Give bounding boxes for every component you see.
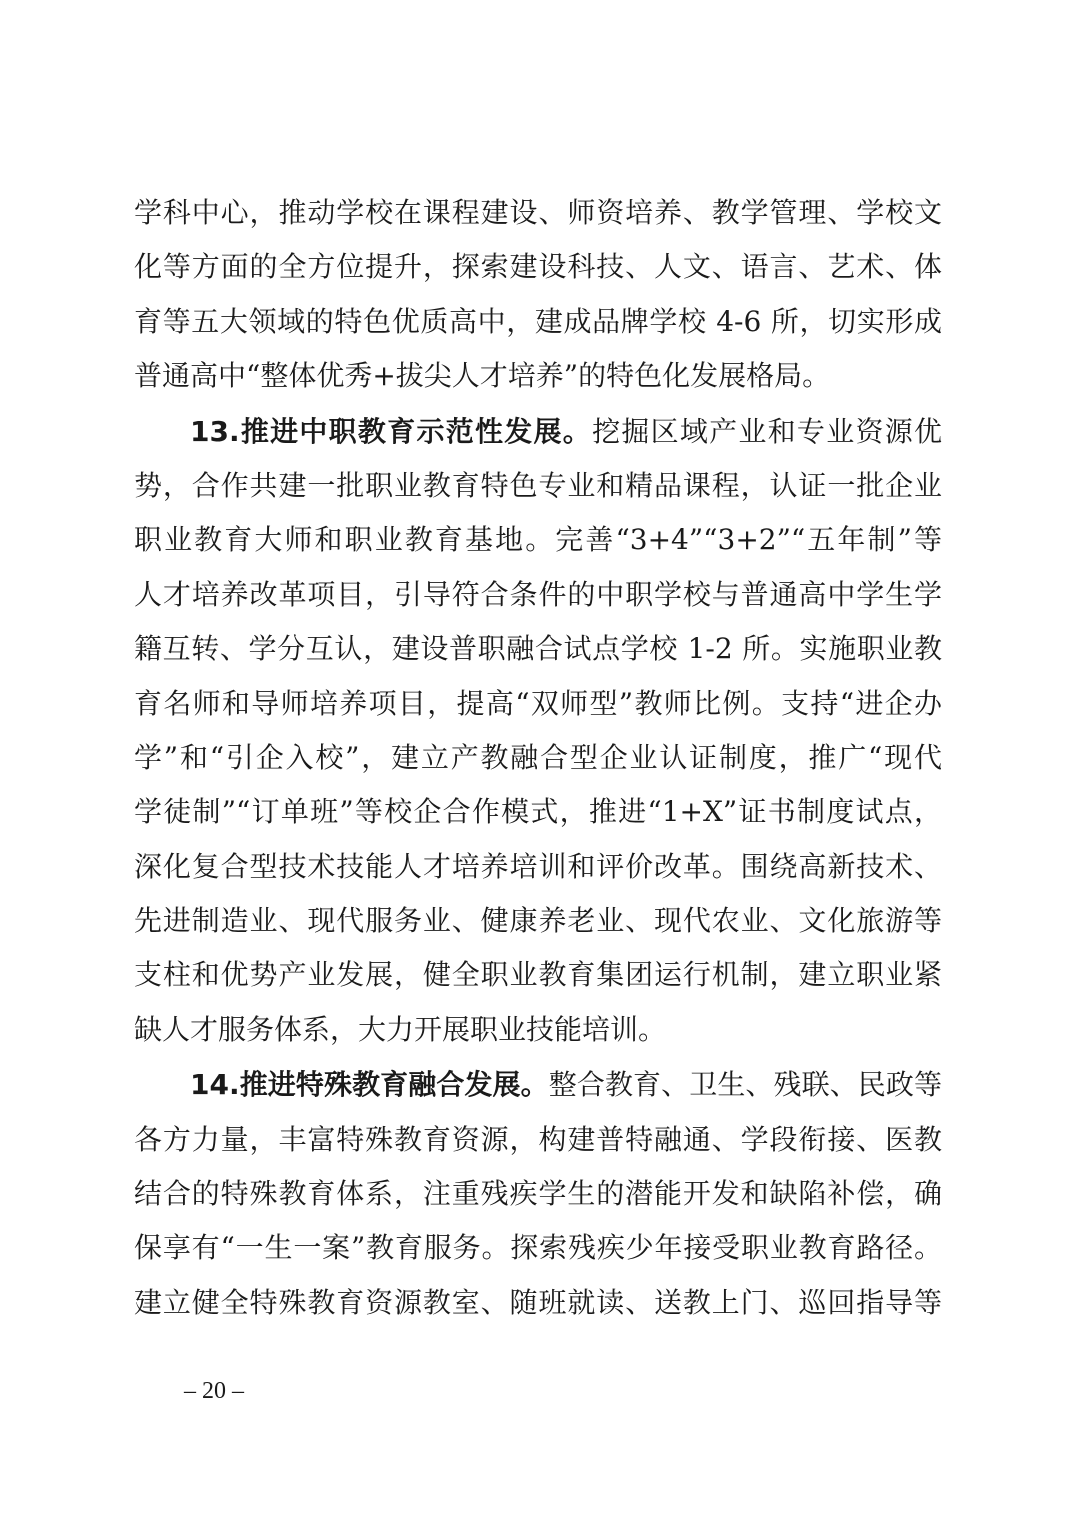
paragraph-13 (134, 405, 942, 1058)
text-line: 普通高中“整体优秀+拔尖人才培养”的特色化发展格局。 (134, 359, 831, 393)
paragraph-12-continuation (134, 186, 942, 404)
text-line: 缺人才服务体系，大力开展职业技能培训。 (134, 1012, 667, 1046)
text-line: 育名师和导师培养项目，提高“双师型”教师比例。支持“进企办 (134, 686, 942, 720)
text-line: 化等方面的全方位提升，探索建设科技、人文、语言、艺术、体 (134, 250, 942, 284)
text-line: 学科中心，推动学校在课程建设、师资培养、教学管理、学校文 (134, 196, 942, 229)
paragraph-14 (134, 1058, 942, 1330)
text-line: 势，合作共建一批职业教育特色专业和精品课程，认证一批企业 (134, 468, 942, 502)
text-line: 结合的特殊教育体系，注重残疾学生的潜能开发和缺陷补偿，确 (134, 1177, 942, 1211)
text-line: 建立健全特殊教育资源教室、随班就读、送教上门、巡回指导等 (134, 1285, 942, 1319)
text-line: 籍互转、学分互认，建设普职融合试点学校 1-2 所。实施职业教 (134, 632, 942, 666)
text-line: 先进制造业、现代服务业、健康养老业、现代农业、文化旅游等 (134, 904, 942, 938)
section-14-heading: 14.推进特殊教育融合发展。 (190, 1068, 549, 1102)
text-line: 支柱和优势产业发展，健全职业教育集团运行机制，建立职业紧 (134, 958, 942, 992)
paragraph-first-line (134, 405, 942, 459)
section-13-heading: 13.推进中职教育示范性发展。 (190, 414, 593, 448)
text-line: 学徒制”“订单班”等校企合作模式，推进“1+X”证书制度试点， (134, 795, 942, 829)
text-line: 职业教育大师和职业教育基地。完善“3+4”“3+2”“五年制”等 (134, 523, 942, 557)
text-line: 各方力量，丰富特殊教育资源，构建普特融通、学段衔接、医教 (134, 1122, 942, 1156)
text-run: 整合教育、卫生、残联、民政等 (548, 1068, 942, 1102)
page-number: – 20 – (184, 1378, 244, 1404)
paragraph-first-line (134, 1058, 942, 1112)
document-body (134, 186, 942, 1330)
text-line: 深化复合型技术技能人才培养培训和评价改革。围绕高新技术、 (134, 849, 942, 883)
text-line: 人才培养改革项目，引导符合条件的中职学校与普通高中学生学 (134, 577, 942, 611)
text-line: 保享有“一生一案”教育服务。探索残疾少年接受职业教育路径。 (134, 1231, 942, 1265)
text-run: 挖掘区域产业和专业资源优 (592, 414, 942, 448)
text-line: 育等五大领域的特色优质高中，建成品牌学校 4-6 所，切实形成 (134, 304, 942, 338)
text-line: 学”和“引企入校”，建立产教融合型企业认证制度，推广“现代 (134, 740, 942, 774)
